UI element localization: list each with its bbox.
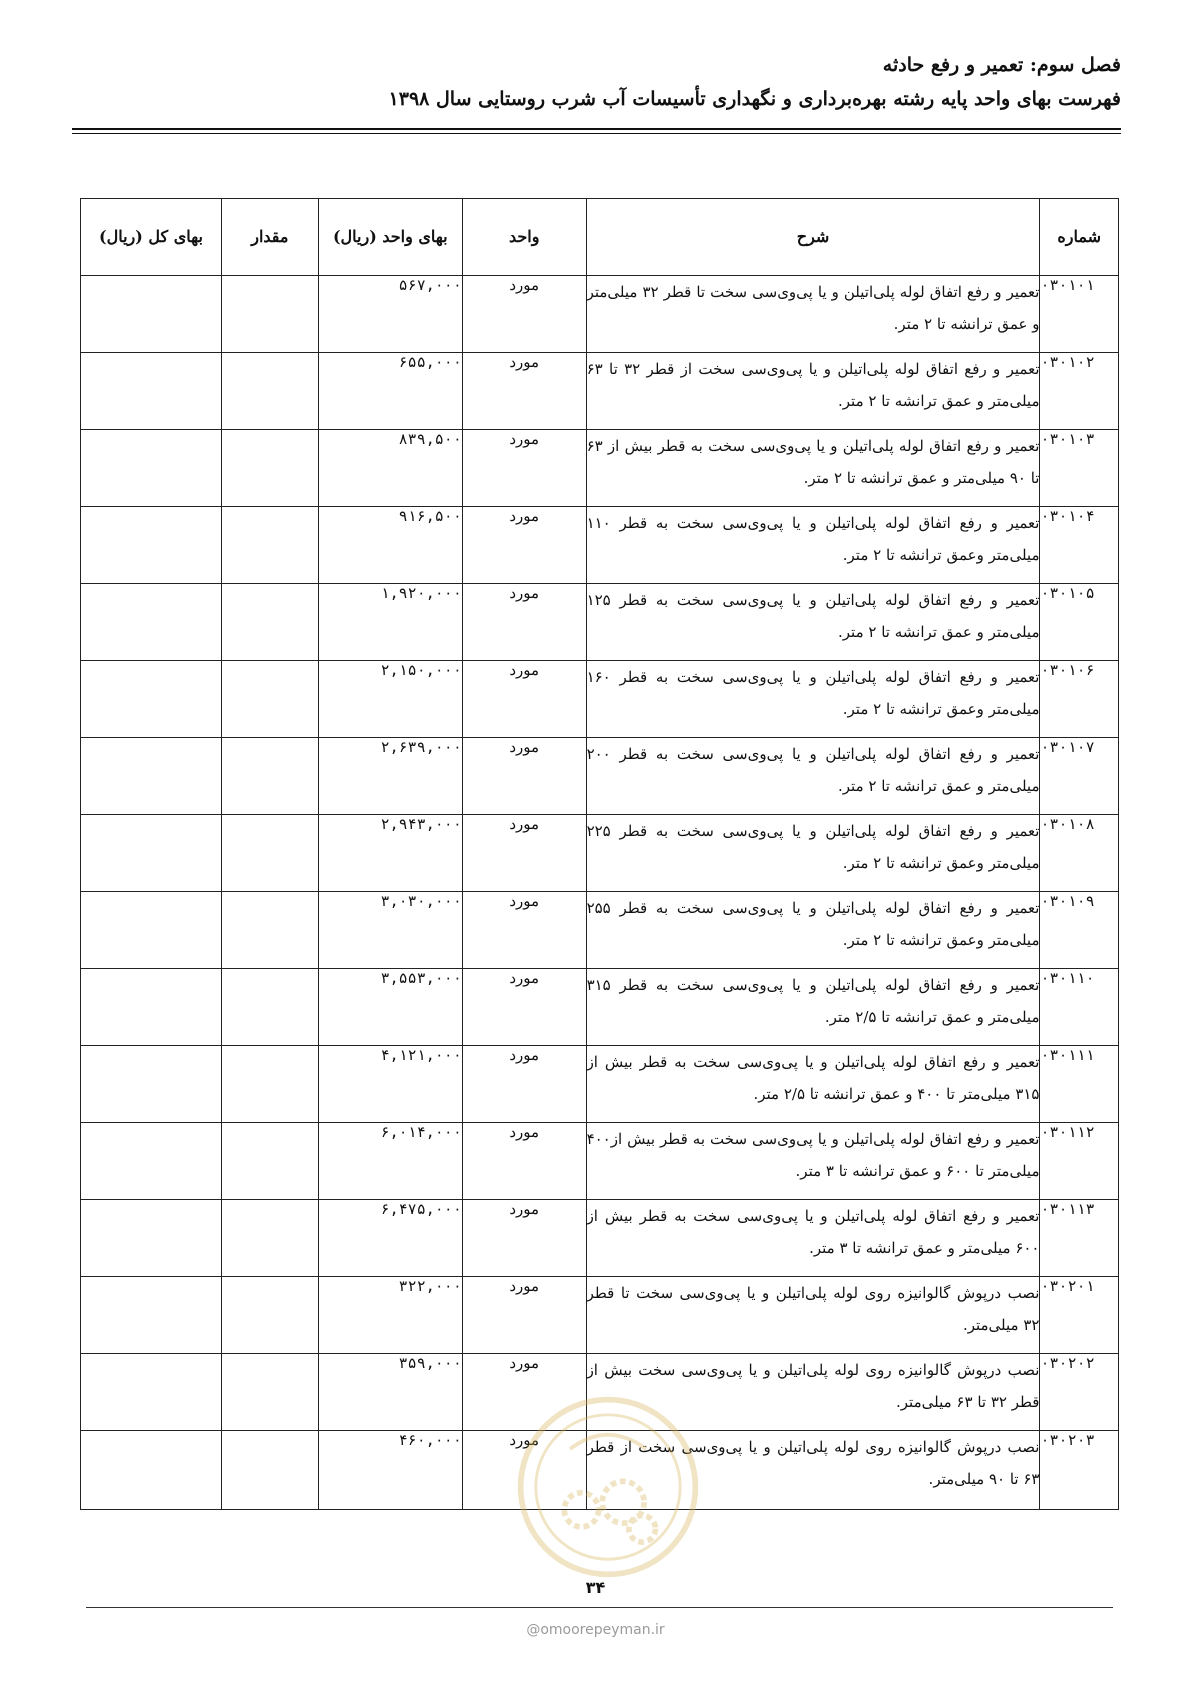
table-header-row bbox=[81, 199, 1119, 276]
item-quantity bbox=[221, 584, 318, 661]
table-row bbox=[81, 892, 1119, 969]
table-row bbox=[81, 969, 1119, 1046]
item-quantity bbox=[221, 507, 318, 584]
document-title: فهرست بهای واحد پایه رشته بهره‌برداری و نگهداری تأسیسات آب شرب روستایی سال ۱۳۹۸ bbox=[388, 88, 1121, 110]
item-unit: مورد bbox=[462, 738, 586, 815]
item-code: ۰۳۰۱۰۵ bbox=[1040, 584, 1119, 661]
item-quantity bbox=[221, 1046, 318, 1123]
item-description: تعمیر و رفع اتفاق لوله پلی‌اتیلن و یا پی‌وی‌سی سخت به قطر ۲۰۰ میلی‌متر و عمق ترانشه تا ۲ متر. bbox=[586, 738, 1040, 815]
item-unit: مورد bbox=[462, 353, 586, 430]
item-total-price bbox=[81, 815, 222, 892]
item-quantity bbox=[221, 1123, 318, 1200]
watermark-text: @omoorepeyman.ir bbox=[526, 1622, 665, 1638]
item-quantity bbox=[221, 1354, 318, 1431]
item-unit: مورد bbox=[462, 969, 586, 1046]
item-unit: مورد bbox=[462, 430, 586, 507]
table-row bbox=[81, 1200, 1119, 1277]
item-quantity bbox=[221, 892, 318, 969]
item-quantity bbox=[221, 815, 318, 892]
item-unit-price: ۳۵۹,۰۰۰ bbox=[318, 1354, 462, 1431]
page-number: ۳۴ bbox=[585, 1578, 606, 1597]
item-unit: مورد bbox=[462, 1277, 586, 1354]
item-unit-price: ۶۵۵,۰۰۰ bbox=[318, 353, 462, 430]
item-unit-price: ۲,۹۴۳,۰۰۰ bbox=[318, 815, 462, 892]
item-unit-price: ۶,۰۱۴,۰۰۰ bbox=[318, 1123, 462, 1200]
page-header bbox=[72, 52, 1121, 114]
item-description: تعمیر و رفع اتفاق لوله پلی‌اتیلن و یا پی‌وی‌سی سخت به قطر بیش از ۳۱۵ میلی‌متر تا ۴۰۰ و عمق ترانشه تا ۲/۵ متر. bbox=[586, 1046, 1040, 1123]
item-description: تعمیر و رفع اتفاق لوله پلی‌اتیلن و یا پی‌وی‌سی سخت از قطر ۳۲ تا ۶۳ میلی‌متر و عمق ترانشه تا ۲ متر. bbox=[586, 353, 1040, 430]
item-code: ۰۳۰۲۰۱ bbox=[1040, 1277, 1119, 1354]
item-description: تعمیر و رفع اتفاق لوله پلی‌اتیلن و یا پی‌وی‌سی سخت به قطر بیش از ۶۰۰ میلی‌متر و عمق ترانشه تا ۳ متر. bbox=[586, 1200, 1040, 1277]
item-code: ۰۳۰۱۰۸ bbox=[1040, 815, 1119, 892]
item-total-price bbox=[81, 1046, 222, 1123]
item-total-price bbox=[81, 507, 222, 584]
item-total-price bbox=[81, 353, 222, 430]
item-unit-price: ۵۶۷,۰۰۰ bbox=[318, 276, 462, 353]
item-description: تعمیر و رفع اتفاق لوله پلی‌اتیلن و یا پی‌وی‌سی سخت تا قطر ۳۲ میلی‌متر و عمق ترانشه تا ۲ متر. bbox=[586, 276, 1040, 353]
item-total-price bbox=[81, 1277, 222, 1354]
item-description: تعمیر و رفع اتفاق لوله پلی‌اتیلن و یا پی‌وی‌سی سخت به قطر ۲۵۵ میلی‌متر وعمق ترانشه تا ۲ متر. bbox=[586, 892, 1040, 969]
item-unit: مورد bbox=[462, 815, 586, 892]
column-header-quantity: مقدار bbox=[221, 199, 318, 276]
item-unit: مورد bbox=[462, 1431, 586, 1510]
item-unit-price: ۴,۱۲۱,۰۰۰ bbox=[318, 1046, 462, 1123]
item-description: تعمیر و رفع اتفاق لوله پلی‌اتیلن و یا پی‌وی‌سی سخت به قطر ۱۱۰ میلی‌متر وعمق ترانشه تا ۲ متر. bbox=[586, 507, 1040, 584]
table-row bbox=[81, 584, 1119, 661]
chapter-title: فصل سوم: تعمیر و رفع حادثه bbox=[882, 54, 1121, 76]
table-row bbox=[81, 276, 1119, 353]
header-divider bbox=[72, 128, 1121, 134]
item-quantity bbox=[221, 276, 318, 353]
item-unit-price: ۲,۶۳۹,۰۰۰ bbox=[318, 738, 462, 815]
item-total-price bbox=[81, 430, 222, 507]
item-unit: مورد bbox=[462, 1354, 586, 1431]
item-code: ۰۳۰۱۱۰ bbox=[1040, 969, 1119, 1046]
item-description: تعمیر و رفع اتفاق لوله پلی‌اتیلن و یا پی‌وی‌سی سخت به قطر ۳۱۵ میلی‌متر و عمق ترانشه تا ۲/۵ متر. bbox=[586, 969, 1040, 1046]
column-header-unit: واحد bbox=[462, 199, 586, 276]
item-total-price bbox=[81, 738, 222, 815]
item-total-price bbox=[81, 1354, 222, 1431]
item-unit-price: ۲,۱۵۰,۰۰۰ bbox=[318, 661, 462, 738]
item-total-price bbox=[81, 1200, 222, 1277]
item-unit-price: ۴۶۰,۰۰۰ bbox=[318, 1431, 462, 1510]
column-header-code: شماره bbox=[1040, 199, 1119, 276]
item-unit-price: ۱,۹۲۰,۰۰۰ bbox=[318, 584, 462, 661]
column-header-unit-price: بهای واحد (ریال) bbox=[318, 199, 462, 276]
item-code: ۰۳۰۲۰۳ bbox=[1040, 1431, 1119, 1510]
table-row bbox=[81, 1277, 1119, 1354]
item-code: ۰۳۰۱۰۱ bbox=[1040, 276, 1119, 353]
item-unit-price: ۸۳۹,۵۰۰ bbox=[318, 430, 462, 507]
item-unit-price: ۶,۴۷۵,۰۰۰ bbox=[318, 1200, 462, 1277]
item-unit: مورد bbox=[462, 1200, 586, 1277]
item-quantity bbox=[221, 738, 318, 815]
item-unit-price: ۳۲۲,۰۰۰ bbox=[318, 1277, 462, 1354]
item-description: نصب درپوش گالوانیزه روی لوله پلی‌اتیلن و یا پی‌وی‌سی سخت بیش از قطر ۳۲ تا ۶۳ میلی‌متر. bbox=[586, 1354, 1040, 1431]
item-description: نصب درپوش گالوانیزه روی لوله پلی‌اتیلن و یا پی‌وی‌سی سخت تا قطر ۳۲ میلی‌متر. bbox=[586, 1277, 1040, 1354]
item-unit: مورد bbox=[462, 892, 586, 969]
item-unit-price: ۹۱۶,۵۰۰ bbox=[318, 507, 462, 584]
item-unit: مورد bbox=[462, 584, 586, 661]
item-quantity bbox=[221, 1200, 318, 1277]
item-total-price bbox=[81, 969, 222, 1046]
item-quantity bbox=[221, 1277, 318, 1354]
table-body bbox=[81, 276, 1119, 1510]
table-row bbox=[81, 1046, 1119, 1123]
table-row bbox=[81, 1123, 1119, 1200]
item-quantity bbox=[221, 661, 318, 738]
table-row bbox=[81, 430, 1119, 507]
item-code: ۰۳۰۲۰۲ bbox=[1040, 1354, 1119, 1431]
item-description: تعمیر و رفع اتفاق لوله پلی‌اتیلن و یا پی‌وی‌سی سخت به قطر بیش از ۶۳ تا ۹۰ میلی‌متر و عمق ترانشه تا ۲ متر. bbox=[586, 430, 1040, 507]
item-code: ۰۳۰۱۰۶ bbox=[1040, 661, 1119, 738]
price-list-table bbox=[80, 198, 1119, 1510]
column-header-description: شرح bbox=[586, 199, 1040, 276]
item-code: ۰۳۰۱۰۹ bbox=[1040, 892, 1119, 969]
item-code: ۰۳۰۱۱۱ bbox=[1040, 1046, 1119, 1123]
item-description: تعمیر و رفع اتفاق لوله پلی‌اتیلن و یا پی‌وی‌سی سخت به قطر ۱۲۵ میلی‌متر و عمق ترانشه تا ۲ متر. bbox=[586, 584, 1040, 661]
table-row bbox=[81, 1354, 1119, 1431]
item-unit-price: ۳,۵۵۳,۰۰۰ bbox=[318, 969, 462, 1046]
table-row bbox=[81, 815, 1119, 892]
column-header-total-price: بهای کل (ریال) bbox=[81, 199, 222, 276]
item-total-price bbox=[81, 1431, 222, 1510]
item-quantity bbox=[221, 353, 318, 430]
item-unit: مورد bbox=[462, 507, 586, 584]
item-code: ۰۳۰۱۰۲ bbox=[1040, 353, 1119, 430]
footer-divider bbox=[86, 1607, 1113, 1608]
table-row bbox=[81, 738, 1119, 815]
item-code: ۰۳۰۱۱۲ bbox=[1040, 1123, 1119, 1200]
table-row bbox=[81, 507, 1119, 584]
item-unit-price: ۳,۰۳۰,۰۰۰ bbox=[318, 892, 462, 969]
item-total-price bbox=[81, 661, 222, 738]
table-row bbox=[81, 661, 1119, 738]
table-row bbox=[81, 353, 1119, 430]
item-description: تعمیر و رفع اتفاق لوله پلی‌اتیلن و یا پی‌وی‌سی سخت به قطر ۱۶۰ میلی‌متر وعمق ترانشه تا ۲ متر. bbox=[586, 661, 1040, 738]
item-code: ۰۳۰۱۰۷ bbox=[1040, 738, 1119, 815]
item-code: ۰۳۰۱۰۴ bbox=[1040, 507, 1119, 584]
item-description: نصب درپوش گالوانیزه روی لوله پلی‌اتیلن و یا پی‌وی‌سی سخت از قطر ۶۳ تا ۹۰ میلی‌متر. bbox=[586, 1431, 1040, 1510]
item-code: ۰۳۰۱۱۳ bbox=[1040, 1200, 1119, 1277]
item-total-price bbox=[81, 584, 222, 661]
item-unit: مورد bbox=[462, 1123, 586, 1200]
item-unit: مورد bbox=[462, 276, 586, 353]
item-total-price bbox=[81, 276, 222, 353]
item-description: تعمیر و رفع اتفاق لوله پلی‌اتیلن و یا پی‌وی‌سی سخت به قطر بیش از۴۰۰ میلی‌متر تا ۶۰۰ و عمق ترانشه تا ۳ متر. bbox=[586, 1123, 1040, 1200]
item-unit: مورد bbox=[462, 661, 586, 738]
item-quantity bbox=[221, 1431, 318, 1510]
item-total-price bbox=[81, 892, 222, 969]
item-total-price bbox=[81, 1123, 222, 1200]
item-quantity bbox=[221, 969, 318, 1046]
table-row bbox=[81, 1431, 1119, 1510]
item-unit: مورد bbox=[462, 1046, 586, 1123]
item-quantity bbox=[221, 430, 318, 507]
item-description: تعمیر و رفع اتفاق لوله پلی‌اتیلن و یا پی‌وی‌سی سخت به قطر ۲۲۵ میلی‌متر وعمق ترانشه تا ۲ متر. bbox=[586, 815, 1040, 892]
item-code: ۰۳۰۱۰۳ bbox=[1040, 430, 1119, 507]
